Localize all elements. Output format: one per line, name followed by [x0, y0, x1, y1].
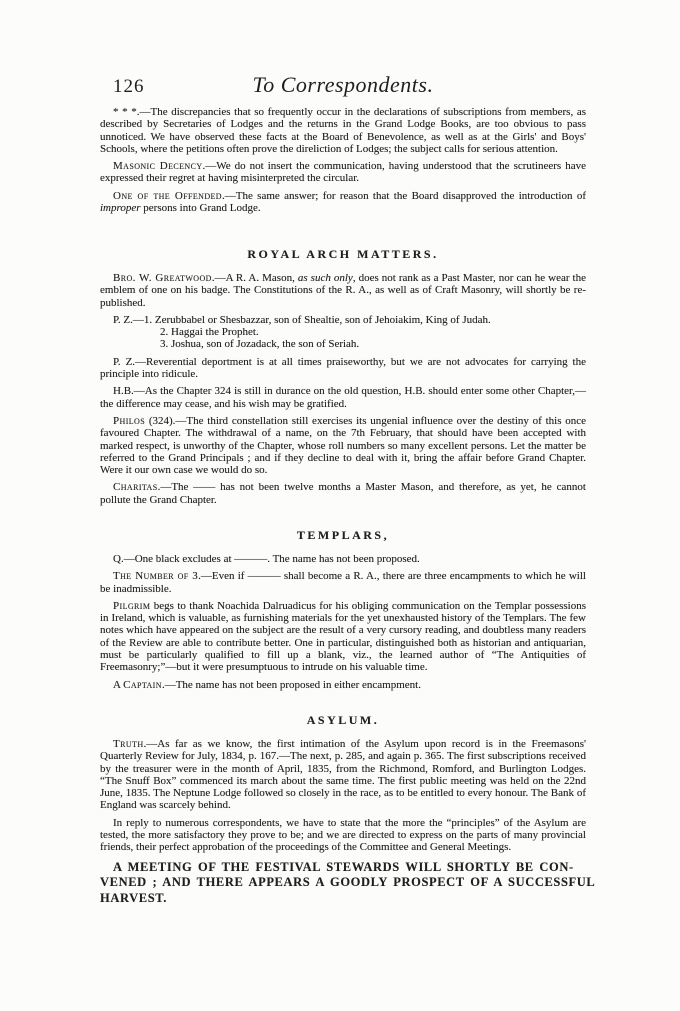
numbered-answer-list — [100, 314, 586, 351]
paragraph-text: Q.—One black excludes at ———. The name has not been proposed. — [113, 553, 420, 565]
section-royal-arch-matters — [100, 248, 586, 506]
paragraph-text: .—The name has not been proposed in either encampment. — [161, 678, 421, 691]
paragraph-text: .—The same answer; for reason that the Board disapproved the introduction of — [221, 189, 586, 202]
paragraph-text: .—As far as we know, the first intimation of the Asylum upon record is in the Freemasons' Quarterly Review for July, 1834, p. 167.—The next, p. 285, and again p. 365. The first subscriptions received by the treasurer were in the month of April, 1835, from the Richmond, Romford, and Burlington Lodges. “The Snuff Box” commenced its march about the same time. The first public meeting was held on the 22nd June, 1835. The Neptune Lodge followed so closely in the race, as to be entitled to every honour. The Bank of England was scarcely behind. — [100, 738, 586, 812]
correspondent-name: Masonic Decency — [113, 160, 203, 173]
paragraph-text: begs to thank Noachida Dalruadicus for his obliging communication on the Templar possessions in Ireland, which is valuable, as furnishing materials for the yet unexhausted history of the Templars. The few notes which have appeared on the subject are the result of a very cursory reading, and doubtless many readers of the Review are able to contribute better. One in particular, distinguished both as historian and antiquarian, must be particularly qualified to fill up a blank, viz., the learned author of “The Antiquities of Freemasonry;”—but it were presumptuous to intrude on his valuable time. — [100, 599, 586, 674]
paragraph — [100, 570, 586, 595]
correspondent-name: Truth — [113, 738, 144, 750]
section-templars — [100, 529, 586, 691]
paragraph — [100, 415, 586, 476]
paragraph — [100, 160, 586, 185]
paragraph-text: P. Z.—Reverential deportment is at all times praiseworthy, but we are not advocates for carrying the principle into ridicule. — [100, 355, 586, 381]
paragraph — [100, 272, 586, 309]
paragraph-text: .—Even if ——— shall become a R. A., there are three encampments to which he will be inadmissible. — [100, 570, 586, 595]
closing-line: A MEETING OF THE FESTIVAL STEWARDS WILL SHORTLY BE CON- — [113, 859, 574, 874]
correspondent-name: Philos — [113, 414, 146, 427]
section-heading: ROYAL ARCH MATTERS. — [247, 247, 439, 261]
section-asylum — [100, 713, 596, 907]
paragraph-text: * * *.—The discrepancies that so frequently occur in the declarations of subscriptions from members, as described by Secretaries of Lodges and the returns in the Grand Lodge Books, are too obvious to pass unnoticed. We have observed these facts at the Board of Benevolence, as well as at the Girls' and Boys' Schools, where the petitions often prove the direliction of Lodges; the subject calls for serious attention. — [100, 106, 586, 155]
paragraph-text: .—The —— has not been twelve months a Master Mason, and therefore, as yet, he cannot pollute the Grand Chapter. — [100, 481, 586, 506]
closing-line: VENED ; AND THERE APPEARS A GOODLY PROSPECT OF A SUCCESSFUL — [100, 875, 596, 890]
paragraph-text: .—We do not insert the communication, having understood that the scrutineers have expressed their regret at having misinterpreted the circular. — [100, 160, 586, 185]
paragraph-text: In reply to numerous correspondents, we have to state that the more the “principles” of the Asylum are tested, the more satisfactory they prove to be; and we are directed to express on the parts of many provincial friends, their perfect approbation of the proceedings of the Committee and General Meetings. — [100, 816, 586, 854]
correspondent-name: Captain — [123, 678, 162, 691]
closing-announcement — [100, 859, 596, 907]
paragraph — [100, 106, 586, 155]
paragraph — [100, 481, 586, 506]
page-title: To Correspondents. — [252, 72, 434, 97]
correspondent-name: One of the Offended — [113, 189, 222, 202]
paragraph — [100, 738, 586, 812]
paragraph-text: (324).—The third constellation still exercises its ungenial influence over the destiny of this once favoured Chapter. The withdrawal of a name, on the 7th February, that should have been accepted with marked respect, is unworthy of the Chapter, whose roll numbers so many excellent persons. Let the matter be referred to the Grand Principals ; and if they decline to deal with it, bring the affair before Grand Chapter. Were it our own case we would do so. — [100, 414, 586, 477]
paragraph — [100, 385, 586, 410]
list-line: P. Z.—1. Zerubbabel or Shesbazzar, son of Shealtie, son of Jehoiakim, King of Judah. — [113, 313, 491, 326]
correspondent-name: Charitas — [113, 481, 158, 494]
closing-line: HARVEST. — [100, 891, 167, 906]
list-line: 2. Haggai the Prophet. — [160, 326, 259, 339]
paragraph — [100, 600, 586, 674]
correspondent-name: Bro. W. Greatwood — [113, 272, 212, 284]
paragraph — [100, 553, 586, 565]
paragraph-text: , does not rank as a Past Master, nor can he wear the emblem of one on his badge. The Constitutions of the R. A., as well as of Craft Masonry, will shortly be re-published. — [100, 272, 586, 309]
correspondent-name: Pilgrim — [113, 599, 151, 612]
correspondent-name: The Number of 3 — [113, 570, 199, 583]
emphasized-text: improper — [100, 202, 141, 215]
list-line: 3. Joshua, son of Jozadack, the son of Seriah. — [160, 338, 360, 351]
emphasized-text: as such only — [297, 272, 353, 284]
paragraph — [100, 679, 586, 691]
section-heading: TEMPLARS, — [296, 528, 390, 542]
paragraph — [100, 817, 586, 854]
paragraph-text: A — [113, 678, 124, 691]
paragraph-text: .—A R. A. Mason, — [211, 272, 298, 284]
page-number: 126 — [113, 76, 145, 97]
section-correspondents — [100, 106, 586, 214]
section-heading: ASYLUM. — [306, 713, 380, 727]
paragraph-text: H.B.—As the Chapter 324 is still in durance on the old question, H.B. should enter some other Chapter,—the difference may cease, and his wish may be gratified. — [100, 385, 586, 410]
paragraph-text: persons into Grand Lodge. — [140, 202, 261, 215]
paragraph — [100, 356, 586, 381]
paragraph — [100, 190, 586, 215]
